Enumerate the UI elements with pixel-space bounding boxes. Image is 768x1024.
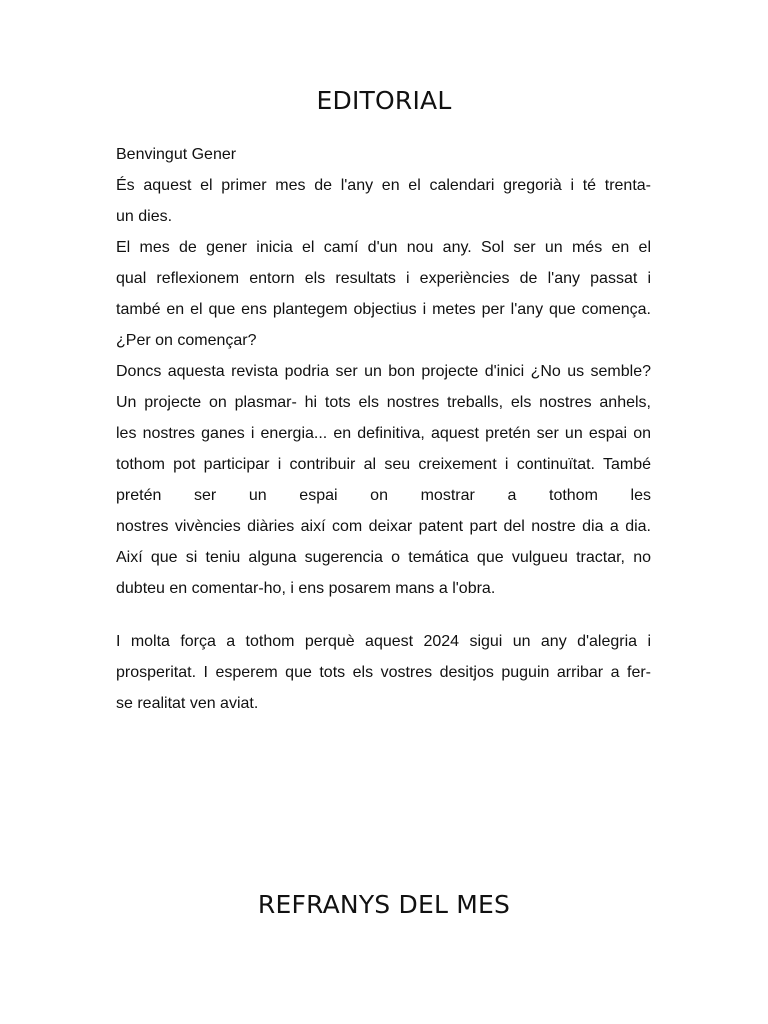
text-line: també en el que ens plantegem objectius i metes per l'any que comença. xyxy=(116,301,651,318)
text-line: nostres vivències diàries així com deixar patent part del nostre dia a dia. xyxy=(116,518,651,535)
text-line: qual reflexionem entorn els resultats i experiències de l'any passat i xyxy=(116,270,651,287)
text-line: ¿Per on començar? xyxy=(116,332,257,349)
text-line: Doncs aquesta revista podria ser un bon projecte d'inici ¿No us semble? xyxy=(116,363,651,380)
text-line: un dies. xyxy=(116,208,173,225)
text-line: tothom pot participar i contribuir al seu creixement i continuïtat. També xyxy=(116,456,651,473)
text-line: I molta força a tothom perquè aquest 2024 sigui un any d'alegria i xyxy=(116,633,651,650)
editorial-paragraph-2 xyxy=(116,626,651,719)
text-line: El mes de gener inicia el camí d'un nou any. Sol ser un més en el xyxy=(116,239,651,256)
refranys-title: REFRANYS DEL MES xyxy=(257,890,511,919)
text-line: Un projecte on plasmar- hi tots els nostres treballs, els nostres anhels, xyxy=(116,394,651,411)
text-line: Benvingut Gener xyxy=(116,146,237,163)
editorial-title: EDITORIAL xyxy=(316,86,452,115)
text-line: És aquest el primer mes de l'any en el calendari gregorià i té trenta- xyxy=(116,177,651,194)
text-line: les nostres ganes i energia... en definitiva, aquest pretén ser un espai on xyxy=(116,425,651,442)
text-line: prosperitat. I esperem que tots els vostres desitjos puguin arribar a fer- xyxy=(116,664,651,681)
text-line: pretén ser un espai on mostrar a tothom les xyxy=(116,487,651,504)
text-line: se realitat ven aviat. xyxy=(116,695,259,712)
text-line: Així que si teniu alguna sugerencia o temática que vulgueu tractar, no xyxy=(116,549,651,566)
text-line: dubteu en comentar-ho, i ens posarem mans a l'obra. xyxy=(116,580,496,597)
editorial-paragraph-1 xyxy=(116,139,651,604)
